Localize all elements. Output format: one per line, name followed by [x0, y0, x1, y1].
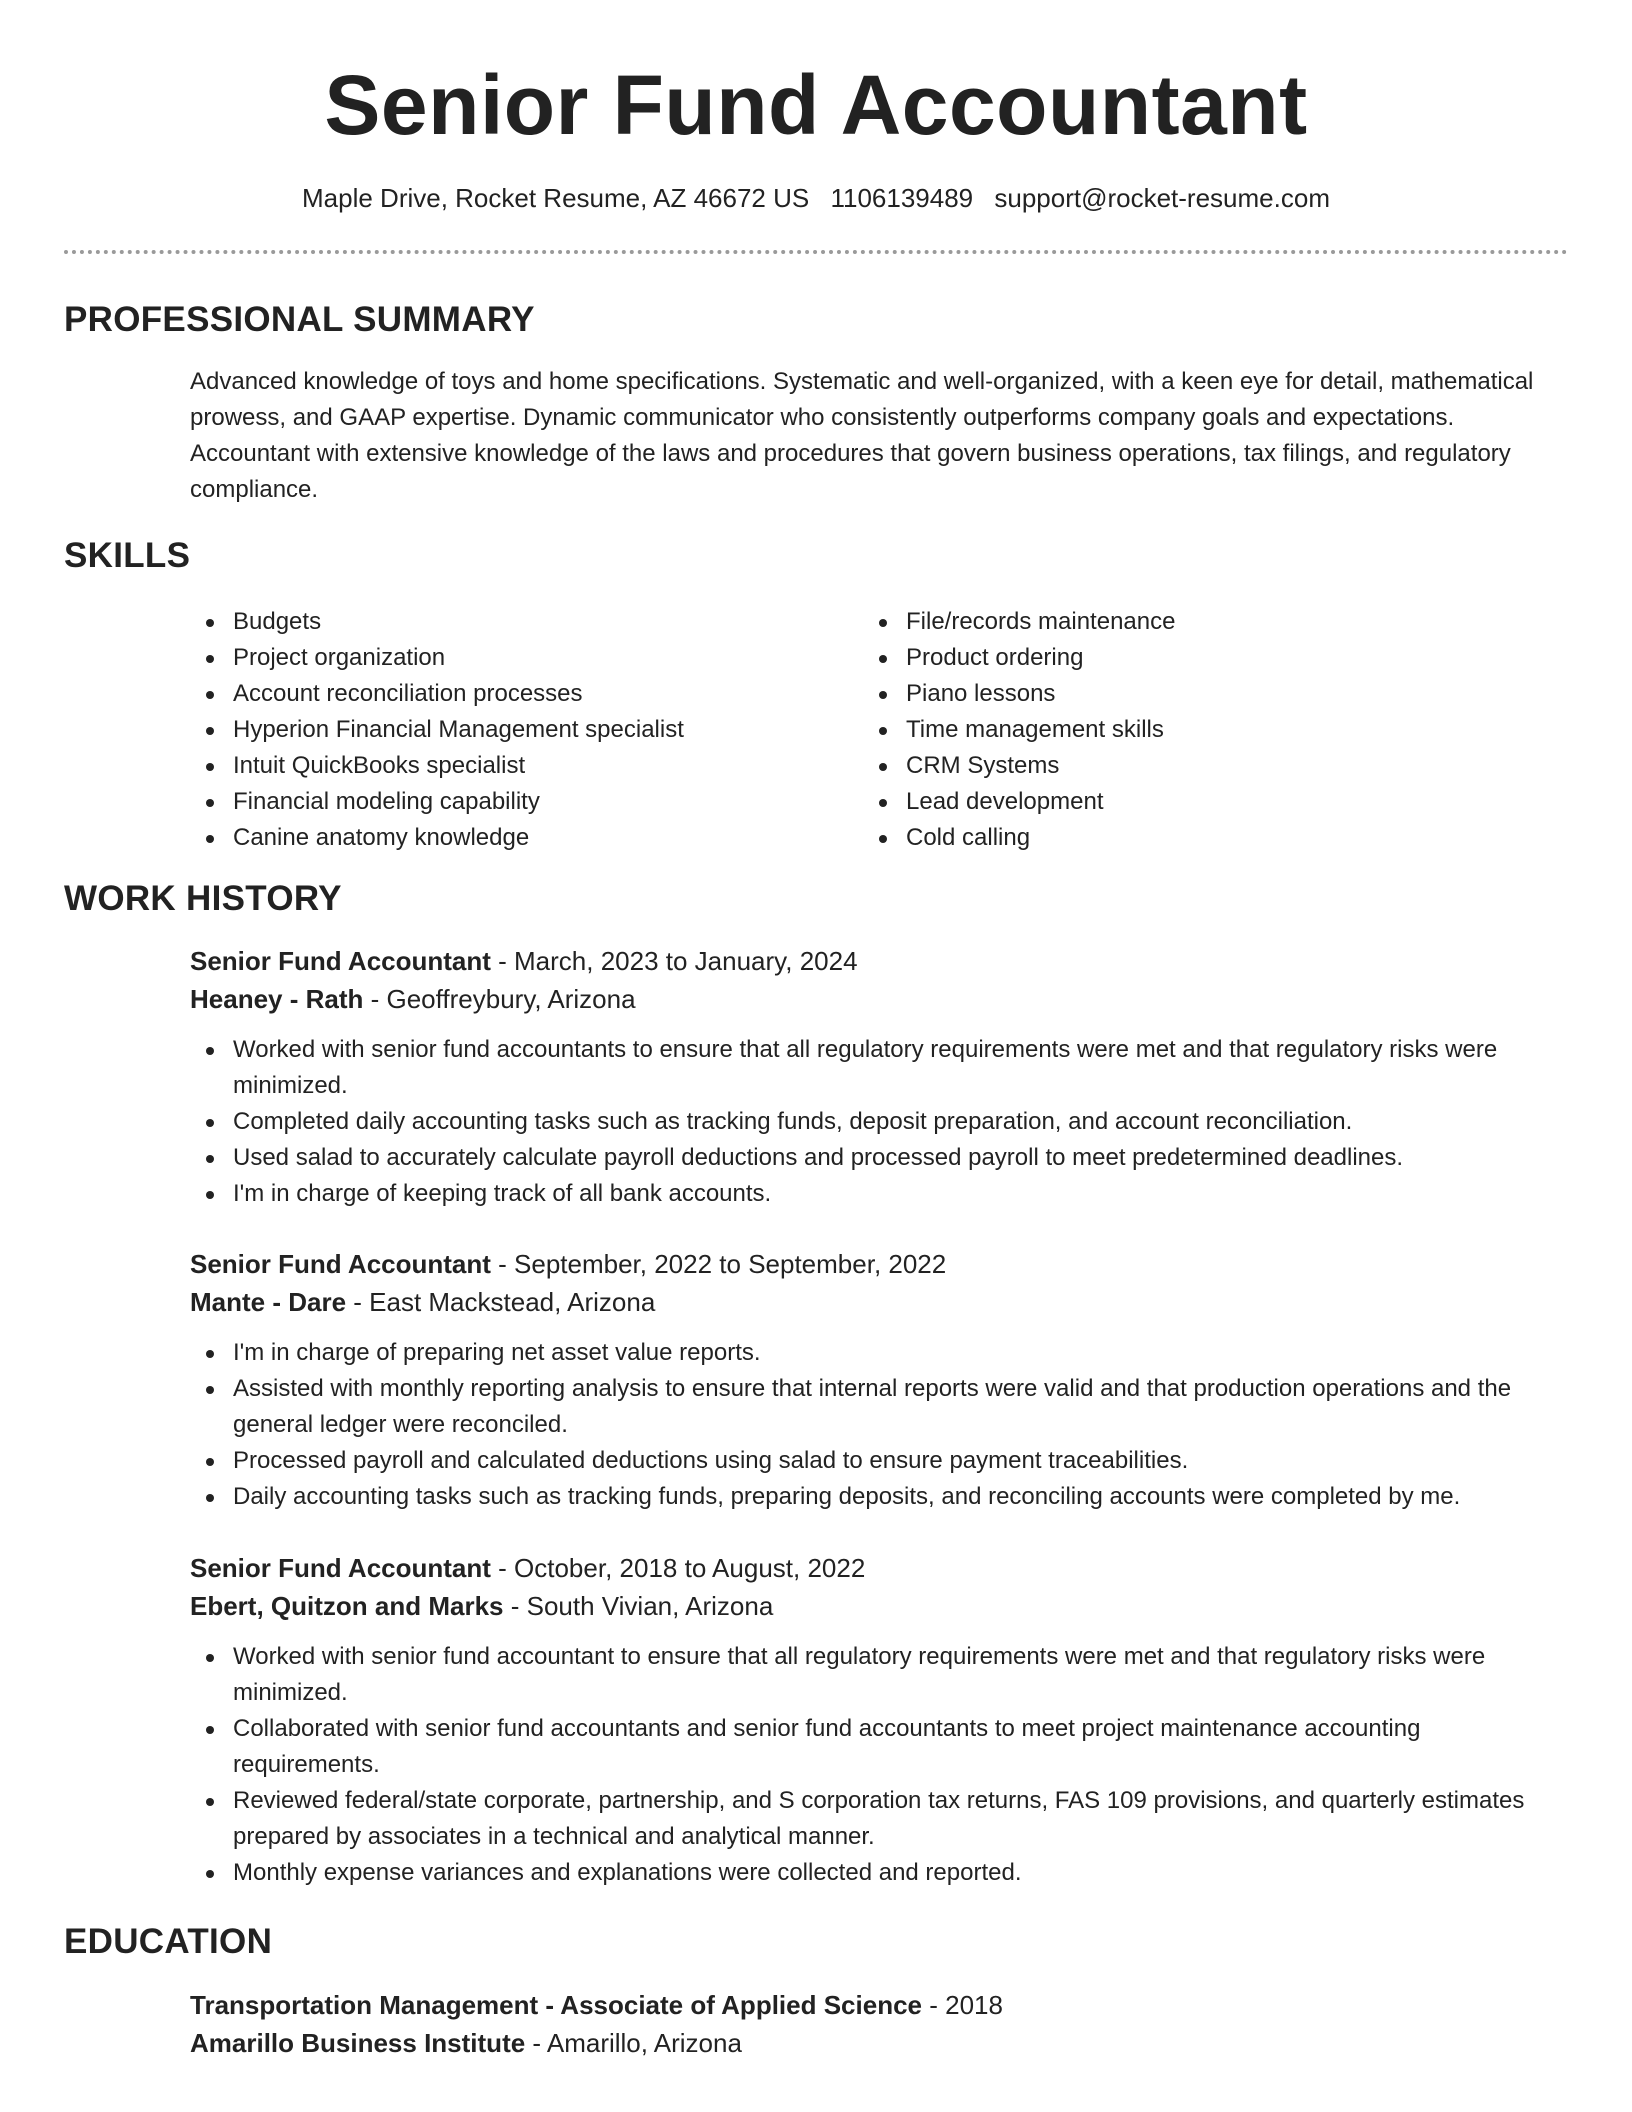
job-bullet: Completed daily accounting tasks such as tracking funds, deposit preparation, and account reconciliation. [190, 1104, 1568, 1140]
contact-email: support@rocket-resume.com [994, 183, 1330, 213]
job-bullet: Processed payroll and calculated deductions using salad to ensure payment traceabilities. [190, 1443, 1568, 1479]
section-title-work-history: WORK HISTORY [64, 879, 342, 918]
job-company-line [190, 1283, 1568, 1321]
job-bullets [190, 1032, 1568, 1212]
job-bullet: Worked with senior fund accountant to ensure that all regulatory requirements were met and that regulatory risks were minimized. [190, 1639, 1568, 1711]
education-year: - 2018 [922, 1990, 1003, 2020]
job-dates: - March, 2023 to January, 2024 [490, 946, 858, 976]
job-bullet: Monthly expense variances and explanations were collected and reported. [190, 1855, 1568, 1891]
job-title-line [190, 1549, 1568, 1587]
education-school-line [190, 2024, 1568, 2062]
education-degree-line [190, 1986, 1568, 2024]
skill-item: CRM Systems [863, 748, 1523, 784]
skill-item: Canine anatomy knowledge [190, 820, 850, 856]
contact-phone: 1106139489 [830, 183, 974, 213]
job-bullet: Used salad to accurately calculate payroll deductions and processed payroll to meet predetermined deadlines. [190, 1140, 1568, 1176]
job-location: - East Mackstead, Arizona [346, 1287, 656, 1317]
contact-address: Maple Drive, Rocket Resume, AZ 46672 US [302, 183, 810, 213]
job-company-line [190, 980, 1568, 1018]
skill-item: Time management skills [863, 712, 1523, 748]
section-title-skills: SKILLS [64, 536, 191, 575]
job-entry [190, 1245, 1568, 1515]
skill-item: Project organization [190, 640, 850, 676]
job-entry [190, 942, 1568, 1212]
job-bullets [190, 1639, 1568, 1891]
skill-item: Intuit QuickBooks specialist [190, 748, 850, 784]
job-bullets [190, 1335, 1568, 1515]
job-bullet: Collaborated with senior fund accountants and senior fund accountants to meet project maintenance accounting requirements. [190, 1711, 1568, 1783]
skill-item: File/records maintenance [863, 604, 1523, 640]
job-title: Senior Fund Accountant [190, 1553, 491, 1583]
skill-item: Hyperion Financial Management specialist [190, 712, 850, 748]
job-company: Heaney - Rath [190, 984, 364, 1014]
job-bullet: Worked with senior fund accountants to ensure that all regulatory requirements were met and that regulatory risks were minimized. [190, 1032, 1568, 1104]
skill-item: Piano lessons [863, 676, 1523, 712]
job-title-line [190, 942, 1568, 980]
job-bullet: I'm in charge of keeping track of all bank accounts. [190, 1176, 1568, 1212]
job-entry [190, 1549, 1568, 1891]
section-title-education: EDUCATION [64, 1922, 273, 1961]
skill-item: Cold calling [863, 820, 1523, 856]
job-title: Senior Fund Accountant [190, 946, 491, 976]
job-location: - South Vivian, Arizona [503, 1591, 774, 1621]
education-degree: Transportation Management - Associate of Applied Science [190, 1990, 922, 2020]
job-bullet: I'm in charge of preparing net asset value reports. [190, 1335, 1568, 1371]
section-title-summary: PROFESSIONAL SUMMARY [64, 300, 535, 339]
education-entry [190, 1986, 1568, 2062]
skill-item: Financial modeling capability [190, 784, 850, 820]
skill-item: Budgets [190, 604, 850, 640]
job-bullet: Daily accounting tasks such as tracking funds, preparing deposits, and reconciling accounts were completed by me. [190, 1479, 1568, 1515]
skills-list-left [190, 604, 850, 856]
contact-line [0, 180, 1632, 216]
education-location: - Amarillo, Arizona [525, 2028, 742, 2058]
job-company: Mante - Dare [190, 1287, 347, 1317]
job-location: - Geoffreybury, Arizona [363, 984, 636, 1014]
resume-name: Senior Fund Accountant [324, 58, 1308, 152]
skills-list-right [863, 604, 1523, 856]
job-title-line [190, 1245, 1568, 1283]
job-company-line [190, 1587, 1568, 1625]
header-divider [64, 250, 1568, 254]
job-dates: - October, 2018 to August, 2022 [490, 1553, 866, 1583]
skill-item: Product ordering [863, 640, 1523, 676]
job-dates: - September, 2022 to September, 2022 [490, 1249, 947, 1279]
skill-item: Account reconciliation processes [190, 676, 850, 712]
education-school: Amarillo Business Institute [190, 2028, 526, 2058]
summary-text: Advanced knowledge of toys and home specifications. Systematic and well-organized, with a keen eye for detail, mathematical prowess, and GAAP expertise. Dynamic communicator who consistently outperforms company goals and expectations. Accountant with extensive knowledge of the laws and procedures that govern business operations, tax filings, and regulatory compliance. [190, 368, 1534, 503]
job-title: Senior Fund Accountant [190, 1249, 491, 1279]
job-company: Ebert, Quitzon and Marks [190, 1591, 504, 1621]
job-bullet: Reviewed federal/state corporate, partnership, and S corporation tax returns, FAS 109 provisions, and quarterly estimates prepared by associates in a technical and analytical manner. [190, 1783, 1568, 1855]
job-bullet: Assisted with monthly reporting analysis to ensure that internal reports were valid and that production operations and the general ledger were reconciled. [190, 1371, 1568, 1443]
skill-item: Lead development [863, 784, 1523, 820]
